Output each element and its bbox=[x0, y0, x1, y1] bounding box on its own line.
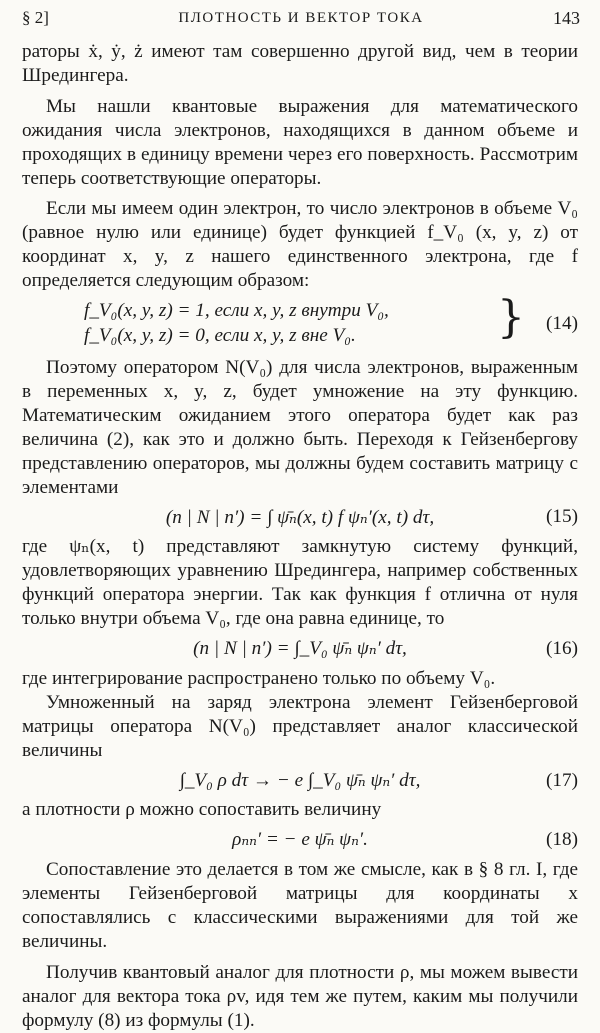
paragraph-7: Умноженный на заряд электрона элемент Гейзенберговой матрицы оператора N(V₀) представляет аналог классической величины bbox=[22, 691, 578, 761]
page-title: ПЛОТНОСТЬ И ВЕКТОР ТОКА bbox=[178, 10, 424, 26]
equation-18-formula: ρₙₙ′ = − e ψ̄ₙ ψₙ′. bbox=[232, 829, 368, 851]
right-brace: } bbox=[497, 292, 525, 344]
equation-17-formula: ∫_V₀ ρ dτ → − e ∫_V₀ ψ̄ₙ ψₙ′ dτ, bbox=[179, 769, 421, 791]
paragraph-5: где ψₙ(x, t) представляют замкнутую систему функций, удовлетворяющих уравнению Шредингера, например собственных функций оператора энергии. Так как функция f отлична от нуля только внутри объема V₀, где она равна единице, то bbox=[22, 536, 578, 630]
equation-16-formula: (n | N | n′) = ∫_V₀ ψ̄ₙ ψₙ′ dτ, bbox=[193, 638, 407, 660]
equation-18 bbox=[22, 828, 578, 852]
paragraph-10: Получив квантовый аналог для плотности ρ, мы можем вывести аналог для вектора тока ρv, идя тем же путем, каким мы получили формулу (8) из формулы (1). bbox=[22, 961, 578, 1031]
equation-16-number: (16) bbox=[546, 638, 578, 660]
paragraph-3: Если мы имеем один электрон, то число электронов в объеме V₀ (равное нулю или единице) будет функцией f_V₀ (x, y, z) от координат x, y, z нашего единственного электрона, где f определяется следующим образом: bbox=[22, 198, 578, 292]
equation-14-line-1: f_V₀(x, y, z) = 1, если x, y, z внутри V₀, bbox=[84, 300, 389, 322]
equation-14-line-2: f_V₀(x, y, z) = 0, если x, y, z вне V₀. bbox=[84, 325, 356, 347]
paragraph-4: Поэтому оператором N(V₀) для числа электронов, выраженным в переменных x, y, z, будет умножение на эту функцию. Математическим ожиданием этого оператора будет как раз величина (2), как это и должно быть. Переходя к Гейзенбергову представлению операторов, мы должны будем составить матрицу с элементами bbox=[22, 357, 578, 498]
equation-17-number: (17) bbox=[546, 769, 578, 791]
equation-16 bbox=[22, 637, 578, 661]
equation-15-formula: (n | N | n′) = ∫ ψ̄ₙ(x, t) f ψₙ′(x, t) dτ, bbox=[165, 506, 435, 528]
paragraph-6: где интегрирование распространено только по объему V₀. bbox=[22, 667, 496, 689]
equation-14 bbox=[22, 292, 578, 349]
page-body bbox=[22, 40, 578, 1033]
equation-15 bbox=[22, 506, 578, 530]
equation-14-number: (14) bbox=[546, 313, 578, 335]
paragraph-9: Сопоставление это делается в том же смысле, как в § 8 гл. I, где элементы Гейзенберговой матрицы для координаты x сопоставлялись с классическими выражениями для той же величины. bbox=[22, 859, 578, 952]
paragraph-1: раторы ẋ, ẏ, ż имеют там совершенно другой вид, чем в теории Шредингера. bbox=[22, 41, 578, 86]
paragraph-2: Мы нашли квантовые выражения для математического ожидания числа электронов, находящихся в данном объеме и проходящих в единицу времени через его поверхность. Рассмотрим теперь соответствующие операторы. bbox=[22, 95, 578, 189]
equation-17 bbox=[22, 769, 578, 793]
equation-15-number: (15) bbox=[546, 506, 578, 528]
paragraph-8: а плотности ρ можно сопоставить величину bbox=[22, 799, 382, 821]
section-marker: § 2] bbox=[22, 8, 49, 27]
equation-18-number: (18) bbox=[546, 829, 578, 851]
page-number: 143 bbox=[553, 8, 580, 28]
